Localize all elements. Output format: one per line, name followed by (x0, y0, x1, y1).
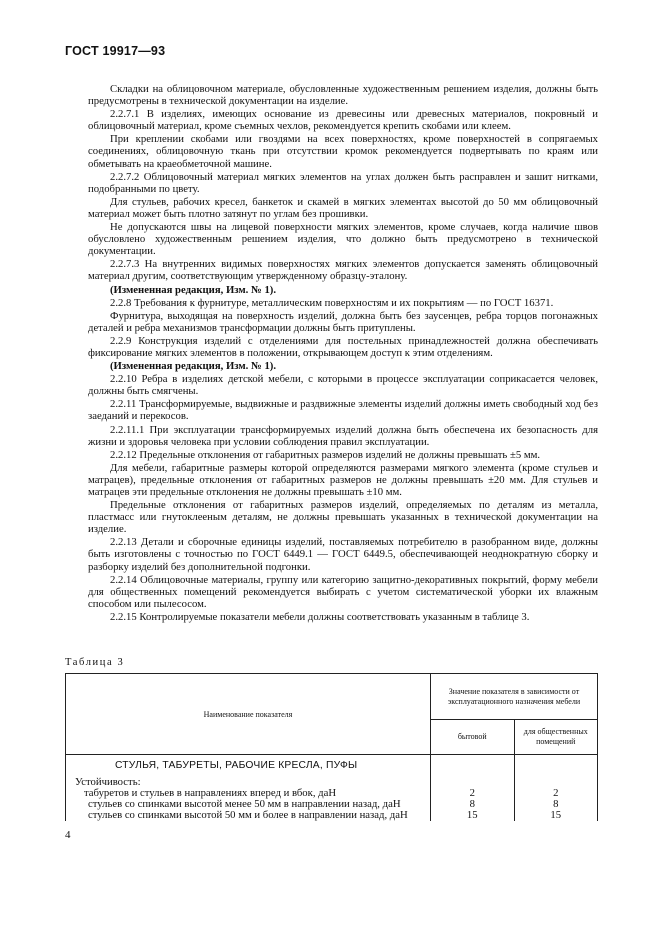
paragraph: 2.2.7.3 На внутренних видимых поверхностях мягких элементов допускается заменять облицовочный материал другим, соответствующим утвержденному образцу-эталону. (88, 258, 598, 283)
paragraph: 2.2.9 Конструкция изделий с отделениями для постельных принадлежностей должна обеспечивать фиксирование мягких элементов в положении, открывающем доступ к этим отделениям. (88, 334, 598, 359)
table-cell-home: 15 (466, 809, 478, 821)
paragraph: 2.2.11 Трансформируемые, выдвижные и раздвижные элементы изделий должны иметь свободный ход без заеданий и перекосов. (88, 398, 598, 423)
table-header-group: Значение показателя в зависимости от эксплуатационного назначения мебели (431, 674, 598, 720)
section-title: СТУЛЬЯ, ТАБУРЕТЫ, РАБОЧИЕ КРЕСЛА, ПУФЫ (115, 760, 358, 771)
table-row-name: табуретов и стульев в направлениях вперед и вбок, даН (84, 787, 337, 799)
table-row-name: стульев со спинками высотой 50 мм и более в направлении назад, даН (88, 809, 408, 821)
table-row-name: стульев со спинками высотой менее 50 мм в направлении назад, даН (88, 798, 401, 810)
table-cell-home: 8 (469, 798, 475, 810)
table-cell-home: 2 (469, 787, 475, 799)
paragraph: Для стульев, рабочих кресел, банкеток и скамей в мягких элементах высотой до 50 мм облицовочный материал может быть плотно затянут по углам без прошивки. (88, 195, 598, 220)
paragraph: Предельные отклонения от габаритных размеров изделий, определяемых по деталям из металла, пластмасс или гнутоклееным деталям, не должны превышать указанных в технической документации на изделие. (88, 499, 598, 536)
table-cell-public: 2 (553, 787, 559, 799)
paragraph: 2.2.13 Детали и сборочные единицы изделий, поставляемых потребителю в разобранном виде, должны быть изготовлены с точностью по ГОСТ 6449.1 — ГОСТ 6449.5, обеспечивающей неоднократную сборку и разборку изделий без дополнительной подгонки. (88, 536, 598, 573)
paragraph: Для мебели, габаритные размеры которой определяются размерами мягкого элемента (кроме стульев и матрацев), предельные отклонения от габаритных размеров не должны превышать ±20 мм. Для стульев и матрацев эти предельные отклонения не должны превышать ±10 мм. (88, 461, 598, 498)
amendment-note: (Измененная редакция, Изм. № 1). (110, 283, 277, 296)
paragraph: 2.2.11.1 При эксплуатации трансформируемых изделий должна быть обеспечена их безопасность для жизни и здоровья человека при условии соблюдения правил эксплуатации. (88, 423, 598, 448)
paragraph: 2.2.12 Предельные отклонения от габаритных размеров изделий не должны превышать ±5 мм. (110, 448, 541, 461)
table-header-home: бытовой (431, 720, 515, 755)
paragraph: 2.2.8 Требования к фурнитуре, металлическим поверхностям и их покрытиям — по ГОСТ 16371. (110, 296, 554, 309)
document-header: ГОСТ 19917—93 (65, 44, 166, 58)
group-label: Устойчивость: (75, 776, 141, 788)
paragraph: Складки на облицовочном материале, обусловленные художественным решением изделия, должны быть предусмотрены в технической документации на изделие. (88, 83, 598, 108)
table-col-home (431, 755, 515, 822)
table-caption: Таблица 3 (65, 657, 125, 668)
paragraph: 2.2.14 Облицовочные материалы, группу или категорию защитно-декоративных покрытий, форму мебели для общественных помещений рекомендуется выбирать с учетом систематической уборки их влажным способом или пылесосом. (88, 573, 598, 610)
table-header-public: для общественных помещений (514, 720, 598, 755)
paragraph: 2.2.7.1 В изделиях, имеющих основание из древесины или древесных материалов, покровный и облицовочный материал, кроме съемных чехлов, рекомендуется крепить скобами или клеем. (88, 108, 598, 133)
table-col-public (514, 755, 598, 822)
paragraph: 2.2.15 Контролируемые показатели мебели должны соответствовать указанным в таблице 3. (110, 610, 530, 623)
paragraph: 2.2.10 Ребра в изделиях детской мебели, с которыми в процессе эксплуатации соприкасается человек, должны быть смягчены. (88, 373, 598, 398)
page-number: 4 (65, 829, 71, 841)
body-text (88, 83, 598, 624)
table-cell-public: 8 (553, 798, 559, 810)
indicators-table (65, 673, 598, 821)
table-header-name: Наименование показателя (66, 674, 431, 755)
table-cell-public: 15 (550, 809, 562, 821)
paragraph: Не допускаются швы на лицевой поверхности мягких элементов, кроме случаев, когда наличие швов обусловлено художественным решением изделия, что должно быть предусмотрено в технической документации. (88, 221, 598, 258)
paragraph: Фурнитура, выходящая на поверхность изделий, должна быть без заусенцев, ребра торцов погонажных деталей и ребра механизмов трансформации должны быть притуплены. (88, 309, 598, 334)
table-body-names (66, 755, 431, 822)
amendment-note: (Измененная редакция, Изм. № 1). (110, 360, 277, 373)
paragraph: При креплении скобами или гвоздями на всех поверхностях, кроме поверхностей в сопрягаемых соединениях, облицовочную ткань при отсутствии кромок рекомендуется подвертывать по краям или обметывать на краеобметочной машине. (88, 133, 598, 170)
paragraph: 2.2.7.2 Облицовочный материал мягких элементов на углах должен быть расправлен и зашит нитками, подобранными по цвету. (88, 170, 598, 195)
